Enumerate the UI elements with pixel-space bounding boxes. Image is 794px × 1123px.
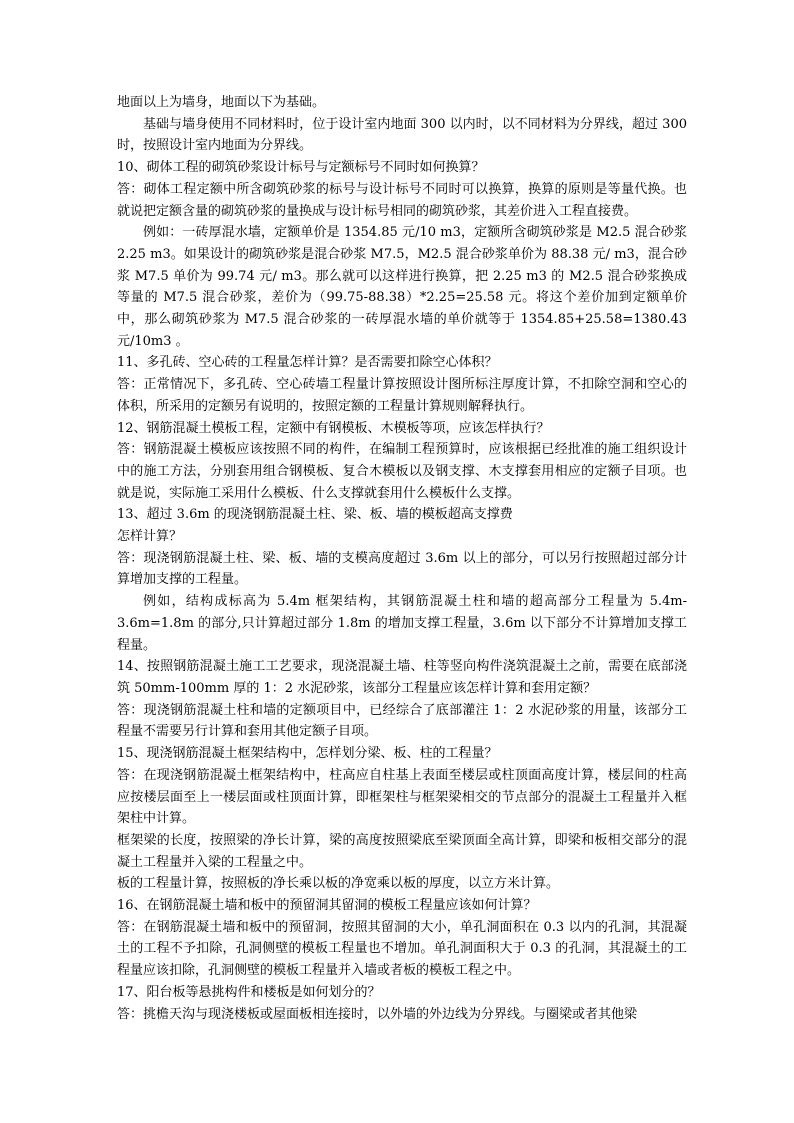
question-15: 15、现浇钢筋混凝土框架结构中，怎样划分梁、板、柱的工程量？ <box>117 746 498 762</box>
question-16: 16、在钢筋混凝土墙和板中的预留洞其留洞的模板工程量应该如何计算？ <box>117 898 537 914</box>
example-10: 例如：一砖厚混水墙，定额单价是 1354.85 元/10 m3，定额所含砌筑砂浆是 M2.5 混合砂浆 2.25 m3。如果设计的砌筑砂浆是混合砂浆 M7.5，M2.5 混合砂浆单价为 88.38 元/ m3，混合砂浆 M7.5 单价为 99.74 元/ m3。那么就可以这样进行换算，把 2.25 m3 的 M2.5 混合砂浆换成等量的 M7.5 混合砂浆，差价为（99.75-88.38）*2.25=25.58 元。将这个差价加到定额单价中，那么砌筑砂浆为 M7.5 混合砂浆的一砖厚混水墙的单价就等于 1354.85+25.58=1380.43 元/10m3 。 <box>117 225 687 349</box>
answer-16: 答：在钢筋混凝土墙和板中的预留洞，按照其留洞的大小，单孔洞面积在 0.3 以内的孔洞，其混凝土的工程不予扣除，孔洞侧壁的模板工程量也不增加。单孔洞面积大于 0.3 的孔洞，其混凝土的工程量应该扣除，孔洞侧壁的模板工程量并入墙或者板的模板工程之中。 <box>117 919 687 979</box>
document-page <box>117 92 687 1025</box>
paragraph-2: 基础与墙身使用不同材料时，位于设计室内地面 300 以内时，以不同材料为分界线，超过 300 时，按照设计室内地面为分界线。 <box>117 116 687 154</box>
question-13-line2: 怎样计算？ <box>117 529 183 545</box>
question-10: 10、砌体工程的砌筑砂浆设计标号与定额标号不同时如何换算？ <box>117 160 485 176</box>
answer-17: 答：挑檐天沟与现浇楼板或屋面板相连接时，以外墙的外边线为分界线。与圈梁或者其他梁 <box>117 1006 638 1022</box>
answer-12: 答：钢筋混凝土模板应该按照不同的构件，在编制工程预算时，应该根据已经批准的施工组织设计中的施工方法，分别套用组合钢模板、复合木模板以及钢支撑、木支撑套用相应的定额子目项。也就是说，实际施工采用什么模板、什么支撑就套用什么模板什么支撑。 <box>117 442 687 501</box>
answer-14: 答：现浇钢筋混凝土柱和墙的定额项目中，已经综合了底部灌注 1：2 水泥砂浆的用量，该部分工程量不需要另行计算和套用其他定额子目项。 <box>117 702 687 740</box>
answer-15-beam: 框架梁的长度，按照梁的净长计算，梁的高度按照梁底至梁顶面全高计算，即梁和板相交部分的混凝土工程量并入梁的工程量之中。 <box>117 832 687 870</box>
answer-10: 答：砌体工程定额中所含砌筑砂浆的标号与设计标号不同时可以换算，换算的原则是等量代换。也就说把定额含量的砌筑砂浆的量换成与设计标号相同的砌筑砂浆，其差价进入工程直接费。 <box>117 181 687 219</box>
answer-13: 答：现浇钢筋混凝土柱、梁、板、墙的支模高度超过 3.6m 以上的部分，可以另行按照超过部分计算增加支撑的工程量。 <box>117 550 687 588</box>
question-11: 11、多孔砖、空心砖的工程量怎样计算？是否需要扣除空心体积？ <box>117 355 498 371</box>
answer-15-slab: 板的工程量计算，按照板的净长乘以板的净宽乘以板的厚度，以立方米计算。 <box>117 876 560 892</box>
question-13-line1: 13、超过 3.6m 的现浇钢筋混凝土柱、梁、板、墙的模板超高支撑费 <box>117 507 513 523</box>
paragraph-1: 地面以上为墙身，地面以下为基础。 <box>117 95 326 110</box>
example-13: 例如，结构成标高为 5.4m 框架结构，其钢筋混凝土柱和墙的超高部分工程量为 5.4m-3.6m=1.8m 的部分,只计算超过部分 1.8m 的增加支撑工程量，3.6m 以下部分不计算增加支撑工程量。 <box>117 594 687 653</box>
question-14: 14、按照钢筋混凝土施工工艺要求，现浇混凝土墙、柱等竖向构件浇筑混凝土之前，需要在底部浇筑 50mm-100mm 厚的 1：2 水泥砂浆，该部分工程量应该怎样计算和套用定额？ <box>117 659 687 696</box>
answer-15: 答：在现浇钢筋混凝土框架结构中，柱高应自柱基上表面至楼层或柱顶面高度计算，楼层间的柱高应按楼层面至上一楼层面或柱顶面计算，即框架柱与框架梁相交的节点部分的混凝土工程量并入框架柱中计算。 <box>117 767 687 827</box>
question-17: 17、阳台板等悬挑构件和楼板是如何划分的？ <box>117 984 381 1000</box>
answer-11: 答：正常情况下，多孔砖、空心砖墙工程量计算按照设计图所标注厚度计算，不扣除空洞和空心的体积，所采用的定额另有说明的，按照定额的工程量计算规则解释执行。 <box>117 377 687 414</box>
question-12: 12、钢筋混凝土模板工程，定额中有钢模板、木模板等项，应该怎样执行？ <box>117 420 550 436</box>
